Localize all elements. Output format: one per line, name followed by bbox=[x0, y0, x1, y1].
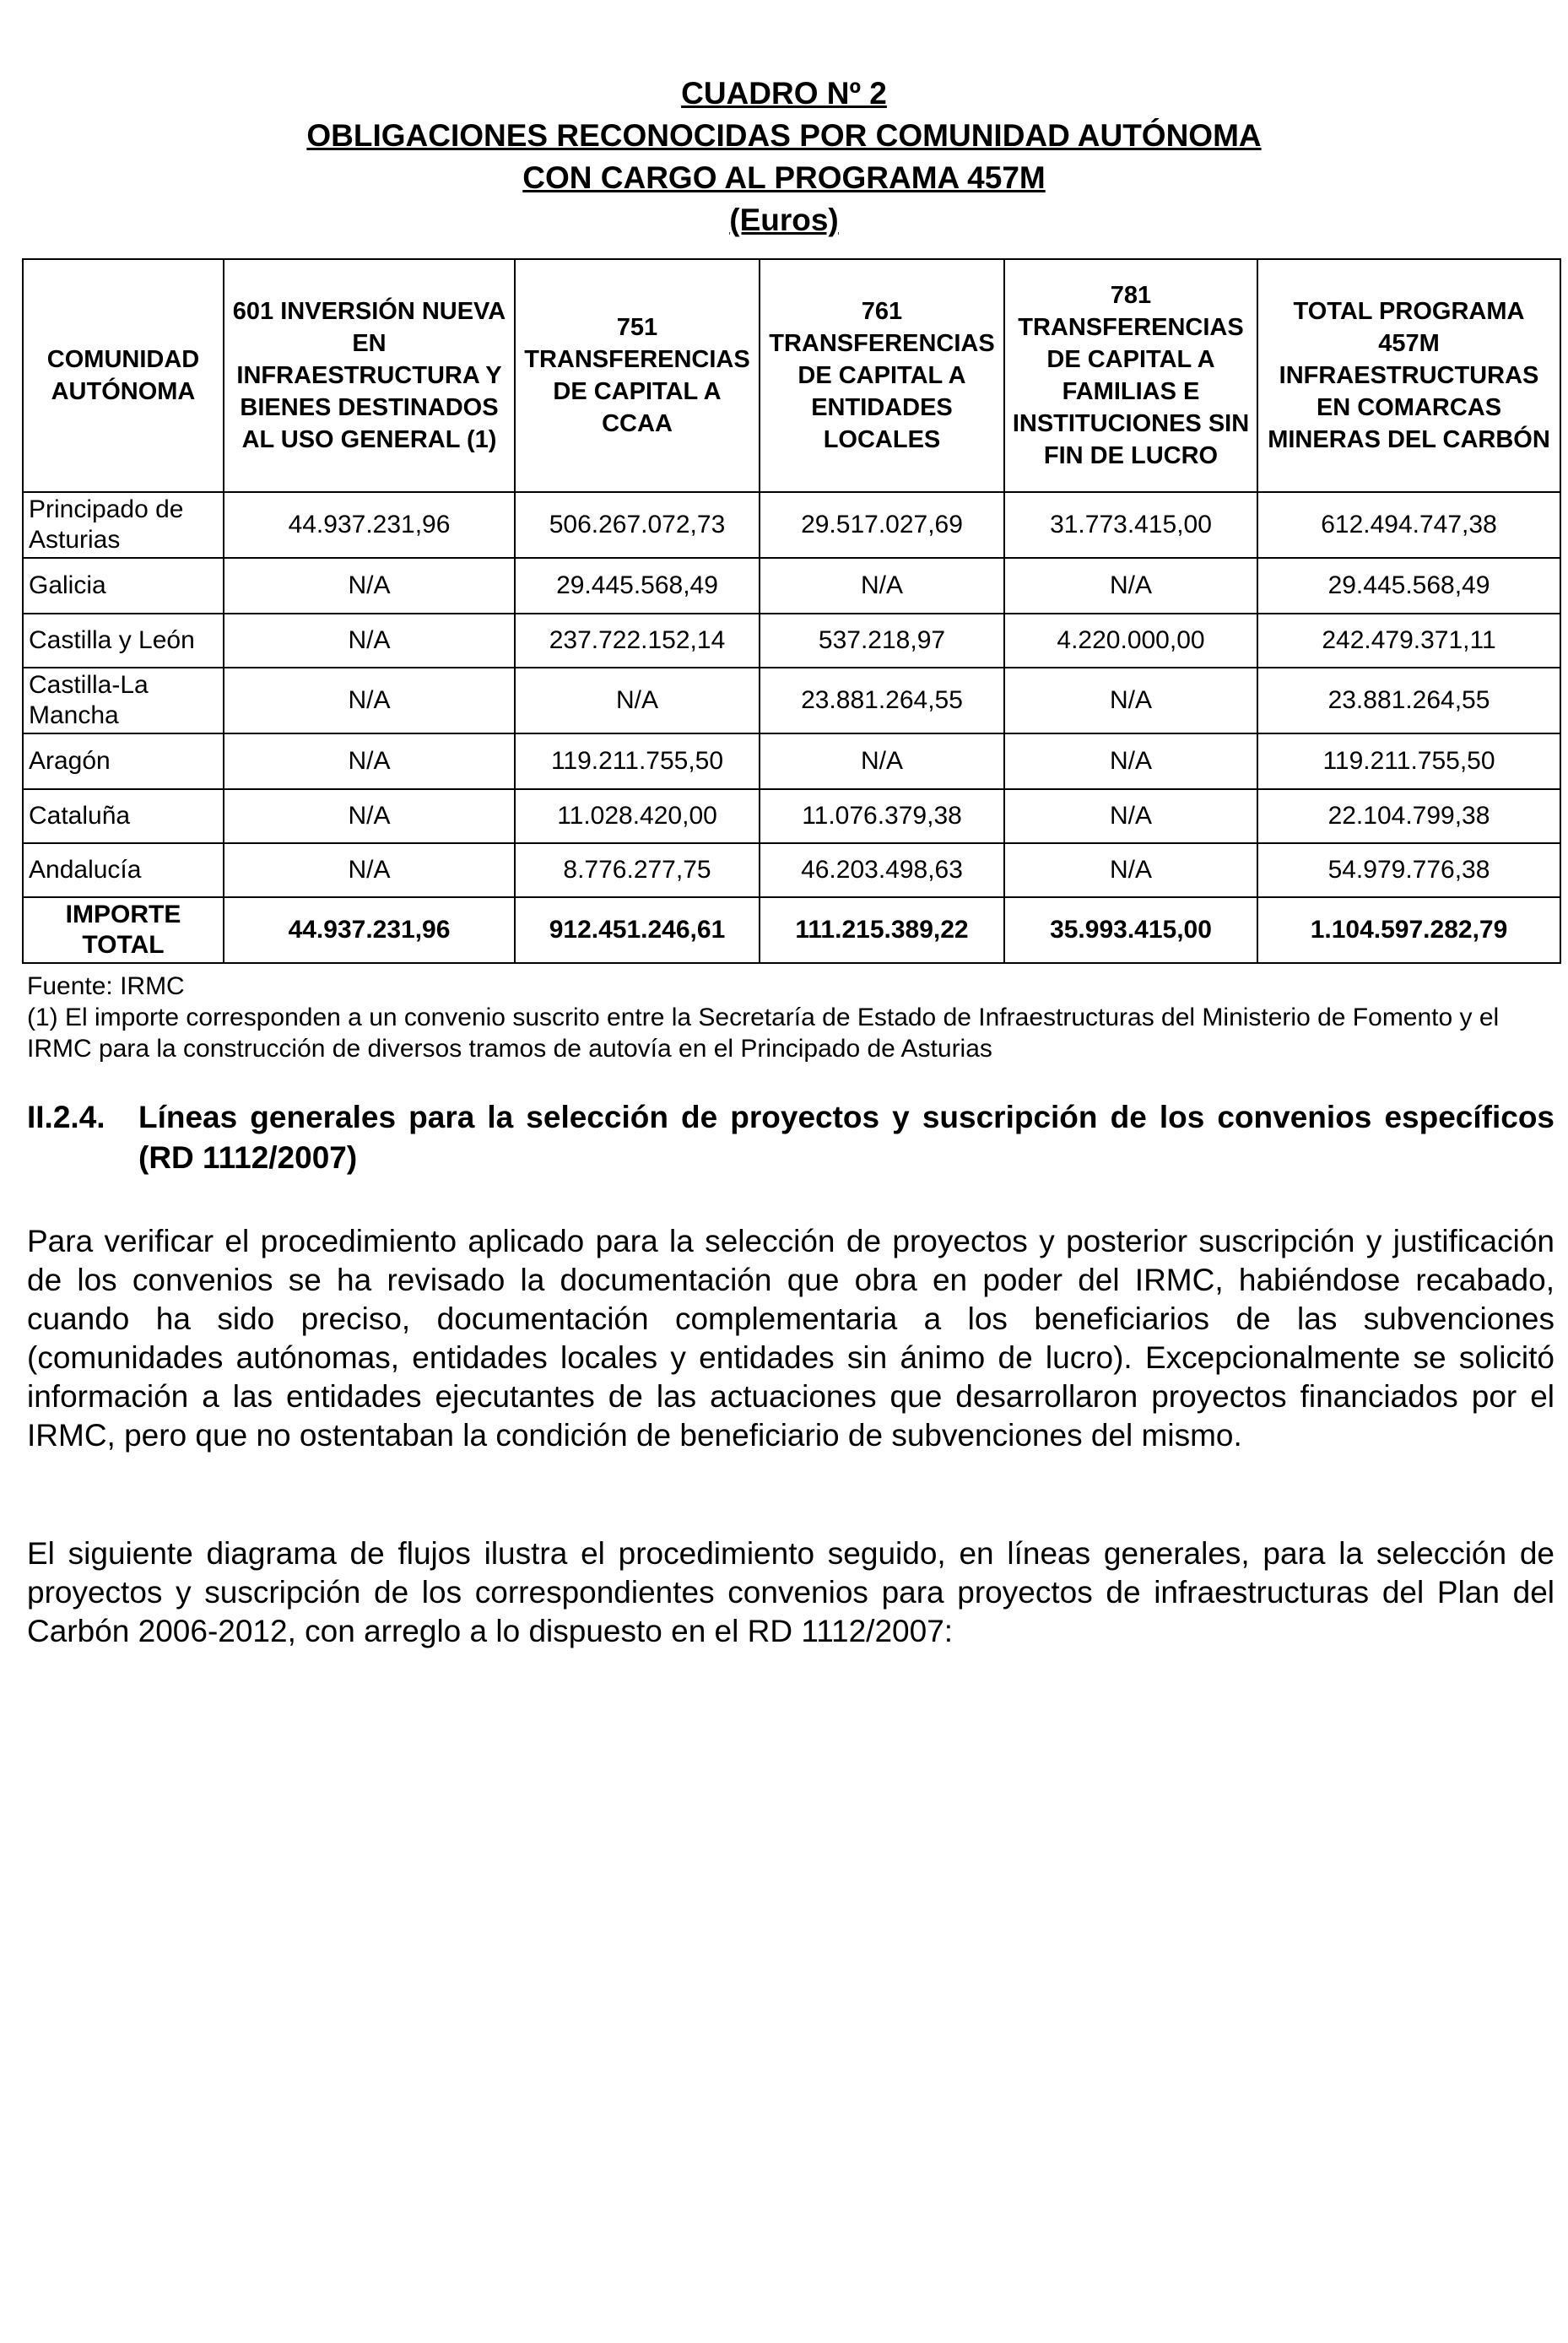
header-601: 601 INVERSIÓN NUEVA EN INFRAESTRUCTURA Y BIENES DESTINADOS AL USO GENERAL (1) bbox=[224, 259, 515, 492]
header-total-programa: TOTAL PROGRAMA 457M INFRAESTRUCTURAS EN COMARCAS MINERAS DEL CARBÓN bbox=[1257, 259, 1560, 492]
total-781: 35.993.415,00 bbox=[1004, 897, 1257, 963]
cell-781: N/A bbox=[1004, 789, 1257, 843]
cell-781: 4.220.000,00 bbox=[1004, 614, 1257, 668]
table-row bbox=[23, 558, 1560, 614]
header-751: 751 TRANSFERENCIAS DE CAPITAL A CCAA bbox=[515, 259, 760, 492]
header-comunidad: COMUNIDAD AUTÓNOMA bbox=[23, 259, 224, 492]
cell-781: N/A bbox=[1004, 558, 1257, 614]
table-row bbox=[23, 492, 1560, 558]
title-line-1: CUADRO Nº 2 bbox=[681, 76, 887, 111]
cell-601: N/A bbox=[224, 843, 515, 897]
table-row bbox=[23, 733, 1560, 789]
row-name: Aragón bbox=[23, 733, 224, 789]
cell-781: 31.773.415,00 bbox=[1004, 492, 1257, 558]
title-line-2: OBLIGACIONES RECONOCIDAS POR COMUNIDAD AUTÓNOMA bbox=[306, 118, 1262, 153]
cell-total: 22.104.799,38 bbox=[1257, 789, 1560, 843]
title-line-3: CON CARGO AL PROGRAMA 457M bbox=[522, 160, 1046, 195]
cell-total: 29.445.568,49 bbox=[1257, 558, 1560, 614]
row-name: Castilla-La Mancha bbox=[23, 668, 224, 733]
total-programa: 1.104.597.282,79 bbox=[1257, 897, 1560, 963]
cell-751: 506.267.072,73 bbox=[515, 492, 760, 558]
source-note: Fuente: IRMC bbox=[27, 972, 185, 1000]
cell-total: 54.979.776,38 bbox=[1257, 843, 1560, 897]
table-header-row bbox=[23, 259, 1560, 492]
total-761: 111.215.389,22 bbox=[760, 897, 1004, 963]
row-name: Andalucía bbox=[23, 843, 224, 897]
cell-601: N/A bbox=[224, 558, 515, 614]
cell-601: N/A bbox=[224, 733, 515, 789]
cell-751: 11.028.420,00 bbox=[515, 789, 760, 843]
total-label: IMPORTE TOTAL bbox=[23, 897, 224, 963]
table-row bbox=[23, 614, 1560, 668]
cell-total: 23.881.264,55 bbox=[1257, 668, 1560, 733]
cell-751: 237.722.152,14 bbox=[515, 614, 760, 668]
table-row bbox=[23, 843, 1560, 897]
cell-601: 44.937.231,96 bbox=[224, 492, 515, 558]
cell-601: N/A bbox=[224, 614, 515, 668]
cell-total: 612.494.747,38 bbox=[1257, 492, 1560, 558]
table-row bbox=[23, 789, 1560, 843]
section-heading bbox=[27, 1097, 1554, 1178]
table-row bbox=[23, 668, 1560, 733]
footnote: (1) El importe corresponden a un convenio suscrito entre la Secretaría de Estado de Infraestructuras del Ministerio de Fomento y el IRMC para la construcción de diversos tramos de autovía en el Principado de Asturias bbox=[27, 1004, 1500, 1063]
cell-781: N/A bbox=[1004, 733, 1257, 789]
total-601: 44.937.231,96 bbox=[224, 897, 515, 963]
cell-751: 8.776.277,75 bbox=[515, 843, 760, 897]
row-name: Principado de Asturias bbox=[23, 492, 224, 558]
obligaciones-table bbox=[22, 258, 1561, 964]
row-name: Galicia bbox=[23, 558, 224, 614]
row-name: Cataluña bbox=[23, 789, 224, 843]
cell-761: 537.218,97 bbox=[760, 614, 1004, 668]
cell-781: N/A bbox=[1004, 668, 1257, 733]
paragraph-1: Para verificar el procedimiento aplicado para la selección de proyectos y posterior suscripción y justificación de los convenios se ha revisado la documentación que obra en poder del IRMC, habiéndose recabado, cuando ha sido preciso, documentación complementaria a los beneficiarios de las subvenciones (comunidades autónomas, entidades locales y entidades sin ánimo de lucro). Excepcionalmente se solicitó información a las entidades ejecutantes de las actuaciones que desarrollaron proyectos financiados por el IRMC, pero que no ostentaban la condición de beneficiario de subvenciones del mismo. bbox=[27, 1224, 1554, 1453]
cell-761: 46.203.498,63 bbox=[760, 843, 1004, 897]
row-name: Castilla y León bbox=[23, 614, 224, 668]
section-number: II.2.4. bbox=[27, 1100, 105, 1134]
table-notes bbox=[27, 971, 1554, 1064]
section-title: Líneas generales para la selección de proyectos y suscripción de los convenios específicos (RD 1112/2007) bbox=[138, 1100, 1554, 1175]
cell-751: N/A bbox=[515, 668, 760, 733]
cell-751: 119.211.755,50 bbox=[515, 733, 760, 789]
header-781: 781 TRANSFERENCIAS DE CAPITAL A FAMILIAS E INSTITUCIONES SIN FIN DE LUCRO bbox=[1004, 259, 1257, 492]
cell-total: 242.479.371,11 bbox=[1257, 614, 1560, 668]
cell-751: 29.445.568,49 bbox=[515, 558, 760, 614]
cell-761: 23.881.264,55 bbox=[760, 668, 1004, 733]
cell-781: N/A bbox=[1004, 843, 1257, 897]
cell-761: 11.076.379,38 bbox=[760, 789, 1004, 843]
cell-601: N/A bbox=[224, 789, 515, 843]
cell-761: N/A bbox=[760, 733, 1004, 789]
total-751: 912.451.246,61 bbox=[515, 897, 760, 963]
header-761: 761 TRANSFERENCIAS DE CAPITAL A ENTIDADES LOCALES bbox=[760, 259, 1004, 492]
document-title bbox=[0, 73, 1568, 241]
title-line-4: (Euros) bbox=[729, 203, 839, 237]
cell-601: N/A bbox=[224, 668, 515, 733]
table-total-row bbox=[23, 897, 1560, 963]
cell-761: N/A bbox=[760, 558, 1004, 614]
cell-total: 119.211.755,50 bbox=[1257, 733, 1560, 789]
cell-761: 29.517.027,69 bbox=[760, 492, 1004, 558]
paragraph-2: El siguiente diagrama de flujos ilustra el procedimiento seguido, en líneas generales, para la selección de proyectos y suscripción de los correspondientes convenios para proyectos de infraestructuras del Plan del Carbón 2006-2012, con arreglo a lo dispuesto en el RD 1112/2007: bbox=[27, 1536, 1554, 1648]
